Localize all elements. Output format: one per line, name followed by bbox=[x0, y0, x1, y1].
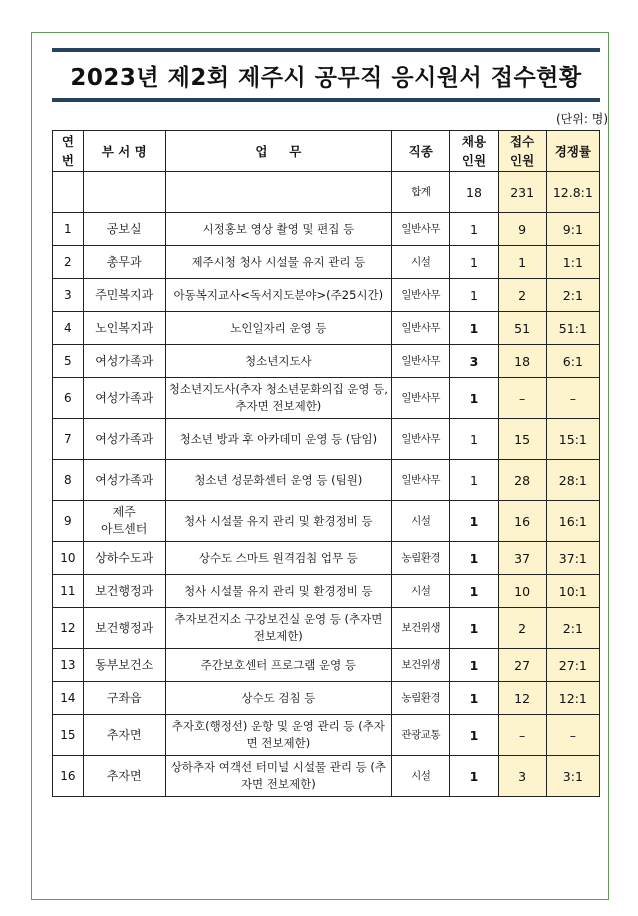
row-applicants: 51 bbox=[498, 312, 546, 345]
table-row bbox=[53, 715, 600, 756]
row-applicants: 12 bbox=[498, 682, 546, 715]
row-hire: 3 bbox=[450, 345, 498, 378]
table-row bbox=[53, 682, 600, 715]
table-row bbox=[53, 419, 600, 460]
row-task: 상하추자 여객선 터미널 시설물 관리 등 (추자면 전보제한) bbox=[165, 756, 391, 797]
row-dept: 보건행정과 bbox=[83, 608, 165, 649]
row-no: 8 bbox=[53, 460, 84, 501]
table-row bbox=[53, 213, 600, 246]
row-dept: 공보실 bbox=[83, 213, 165, 246]
table-row bbox=[53, 279, 600, 312]
table-row bbox=[53, 575, 600, 608]
row-applicants: 15 bbox=[498, 419, 546, 460]
row-applicants: 3 bbox=[498, 756, 546, 797]
row-applicants: 27 bbox=[498, 649, 546, 682]
row-dept: 추자면 bbox=[83, 715, 165, 756]
row-no: 15 bbox=[53, 715, 84, 756]
table-row bbox=[53, 542, 600, 575]
row-type: 보건위생 bbox=[392, 649, 450, 682]
header-applicants bbox=[498, 131, 546, 172]
header-task: 업 무 bbox=[165, 131, 391, 172]
row-type: 시설 bbox=[392, 501, 450, 542]
row-dept: 여성가족과 bbox=[83, 378, 165, 419]
row-dept: 주민복지과 bbox=[83, 279, 165, 312]
row-task: 청소년 성문화센터 운영 등 (팀원) bbox=[165, 460, 391, 501]
header-no-text: 연 번 bbox=[61, 134, 74, 168]
row-hire: 1 bbox=[450, 682, 498, 715]
total-no bbox=[53, 172, 84, 213]
row-ratio: 27:1 bbox=[546, 649, 599, 682]
row-type: 농림환경 bbox=[392, 542, 450, 575]
row-hire: 1 bbox=[450, 419, 498, 460]
row-no: 1 bbox=[53, 213, 84, 246]
table-row bbox=[53, 756, 600, 797]
row-type: 시설 bbox=[392, 575, 450, 608]
row-applicants: – bbox=[498, 378, 546, 419]
row-dept: 상하수도과 bbox=[83, 542, 165, 575]
row-task: 청소년지도사(추자 청소년문화의집 운영 등, 추자면 전보제한) bbox=[165, 378, 391, 419]
row-dept: 제주 아트센터 bbox=[83, 501, 165, 542]
header-row bbox=[53, 131, 600, 172]
header-dept: 부 서 명 bbox=[83, 131, 165, 172]
row-task: 상수도 스마트 원격검침 업무 등 bbox=[165, 542, 391, 575]
table-row bbox=[53, 378, 600, 419]
table-row bbox=[53, 649, 600, 682]
row-hire: 1 bbox=[450, 715, 498, 756]
row-applicants: 28 bbox=[498, 460, 546, 501]
row-no: 14 bbox=[53, 682, 84, 715]
total-applicants: 231 bbox=[498, 172, 546, 213]
header-ratio: 경쟁률 bbox=[546, 131, 599, 172]
row-dept: 보건행정과 bbox=[83, 575, 165, 608]
header-no bbox=[53, 131, 84, 172]
row-applicants: – bbox=[498, 715, 546, 756]
row-dept: 동부보건소 bbox=[83, 649, 165, 682]
row-ratio: 51:1 bbox=[546, 312, 599, 345]
row-ratio: – bbox=[546, 715, 599, 756]
row-type: 일반사무 bbox=[392, 279, 450, 312]
row-hire: 1 bbox=[450, 213, 498, 246]
total-ratio: 12.8:1 bbox=[546, 172, 599, 213]
row-task: 아동복지교사<독서지도분야>(주25시간) bbox=[165, 279, 391, 312]
table-row bbox=[53, 608, 600, 649]
row-applicants: 2 bbox=[498, 279, 546, 312]
row-no: 6 bbox=[53, 378, 84, 419]
header-hire bbox=[450, 131, 498, 172]
row-ratio: 6:1 bbox=[546, 345, 599, 378]
row-ratio: 37:1 bbox=[546, 542, 599, 575]
row-no: 4 bbox=[53, 312, 84, 345]
row-ratio: 15:1 bbox=[546, 419, 599, 460]
row-hire: 1 bbox=[450, 501, 498, 542]
page-title: 2023년 제2회 제주시 공무직 응시원서 접수현황 bbox=[70, 64, 582, 91]
row-task: 청소년 방과 후 아카데미 운영 등 (담임) bbox=[165, 419, 391, 460]
row-type: 보건위생 bbox=[392, 608, 450, 649]
row-hire: 1 bbox=[450, 460, 498, 501]
row-task: 추자보건지소 구강보건실 운영 등 (추자면 전보제한) bbox=[165, 608, 391, 649]
row-hire: 1 bbox=[450, 378, 498, 419]
row-task: 제주시청 청사 시설물 유지 관리 등 bbox=[165, 246, 391, 279]
row-ratio: 9:1 bbox=[546, 213, 599, 246]
row-ratio: 3:1 bbox=[546, 756, 599, 797]
row-ratio: 2:1 bbox=[546, 279, 599, 312]
row-type: 시설 bbox=[392, 246, 450, 279]
row-no: 12 bbox=[53, 608, 84, 649]
row-ratio: 28:1 bbox=[546, 460, 599, 501]
row-type: 시설 bbox=[392, 756, 450, 797]
row-task: 추자호(행정선) 운항 및 운영 관리 등 (추자면 전보제한) bbox=[165, 715, 391, 756]
row-hire: 1 bbox=[450, 756, 498, 797]
row-applicants: 1 bbox=[498, 246, 546, 279]
row-applicants: 10 bbox=[498, 575, 546, 608]
row-task: 시정홍보 영상 촬영 및 편집 등 bbox=[165, 213, 391, 246]
row-type: 일반사무 bbox=[392, 460, 450, 501]
table-row bbox=[53, 312, 600, 345]
row-applicants: 9 bbox=[498, 213, 546, 246]
row-applicants: 2 bbox=[498, 608, 546, 649]
title-box bbox=[52, 48, 600, 102]
row-no: 10 bbox=[53, 542, 84, 575]
row-hire: 1 bbox=[450, 312, 498, 345]
row-type: 일반사무 bbox=[392, 312, 450, 345]
row-task: 청사 시설물 유지 관리 및 환경정비 등 bbox=[165, 501, 391, 542]
row-no: 3 bbox=[53, 279, 84, 312]
row-hire: 1 bbox=[450, 246, 498, 279]
table-row bbox=[53, 501, 600, 542]
header-hire-text: 채용 인원 bbox=[461, 134, 487, 168]
row-ratio: 2:1 bbox=[546, 608, 599, 649]
row-type: 일반사무 bbox=[392, 213, 450, 246]
table-row bbox=[53, 246, 600, 279]
row-ratio: 10:1 bbox=[546, 575, 599, 608]
table-row bbox=[53, 345, 600, 378]
row-ratio: 1:1 bbox=[546, 246, 599, 279]
row-dept: 구좌읍 bbox=[83, 682, 165, 715]
row-ratio: 16:1 bbox=[546, 501, 599, 542]
row-no: 11 bbox=[53, 575, 84, 608]
row-task: 청소년지도사 bbox=[165, 345, 391, 378]
row-no: 13 bbox=[53, 649, 84, 682]
row-hire: 1 bbox=[450, 575, 498, 608]
row-ratio: 12:1 bbox=[546, 682, 599, 715]
total-dept bbox=[83, 172, 165, 213]
row-applicants: 16 bbox=[498, 501, 546, 542]
application-status-table bbox=[52, 130, 600, 797]
row-dept: 추자면 bbox=[83, 756, 165, 797]
row-type: 일반사무 bbox=[392, 345, 450, 378]
header-type: 직종 bbox=[392, 131, 450, 172]
row-dept: 여성가족과 bbox=[83, 345, 165, 378]
row-ratio: – bbox=[546, 378, 599, 419]
row-hire: 1 bbox=[450, 649, 498, 682]
row-applicants: 37 bbox=[498, 542, 546, 575]
row-no: 9 bbox=[53, 501, 84, 542]
row-type: 농림환경 bbox=[392, 682, 450, 715]
header-applicants-text: 접수 인원 bbox=[510, 134, 535, 168]
row-hire: 1 bbox=[450, 279, 498, 312]
row-hire: 1 bbox=[450, 542, 498, 575]
row-type: 일반사무 bbox=[392, 378, 450, 419]
row-dept: 노인복지과 bbox=[83, 312, 165, 345]
row-dept: 여성가족과 bbox=[83, 419, 165, 460]
row-no: 5 bbox=[53, 345, 84, 378]
total-hire: 18 bbox=[450, 172, 498, 213]
row-dept: 여성가족과 bbox=[83, 460, 165, 501]
row-no: 7 bbox=[53, 419, 84, 460]
total-row bbox=[53, 172, 600, 213]
row-dept: 총무과 bbox=[83, 246, 165, 279]
row-type: 일반사무 bbox=[392, 419, 450, 460]
row-no: 2 bbox=[53, 246, 84, 279]
row-applicants: 18 bbox=[498, 345, 546, 378]
unit-note: (단위: 명) bbox=[556, 112, 608, 126]
total-label: 합계 bbox=[392, 172, 450, 213]
total-task bbox=[165, 172, 391, 213]
row-task: 주간보호센터 프로그램 운영 등 bbox=[165, 649, 391, 682]
row-type: 관광교통 bbox=[392, 715, 450, 756]
row-no: 16 bbox=[53, 756, 84, 797]
row-hire: 1 bbox=[450, 608, 498, 649]
row-task: 노인일자리 운영 등 bbox=[165, 312, 391, 345]
row-task: 상수도 검침 등 bbox=[165, 682, 391, 715]
row-task: 청사 시설물 유지 관리 및 환경정비 등 bbox=[165, 575, 391, 608]
table-row bbox=[53, 460, 600, 501]
